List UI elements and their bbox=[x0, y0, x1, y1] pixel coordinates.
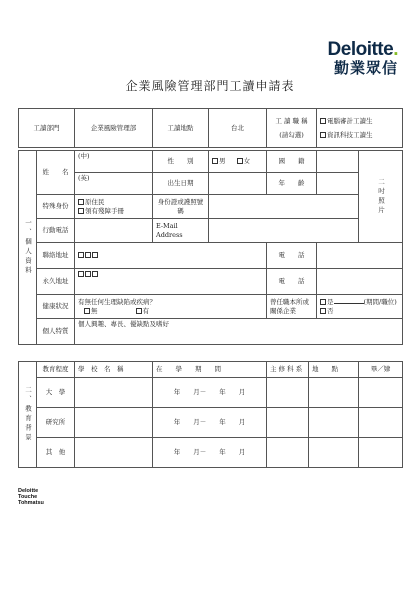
edu-level-university: 大 學 bbox=[37, 378, 75, 408]
permanent-address-field[interactable] bbox=[75, 269, 267, 295]
zip-box[interactable] bbox=[78, 252, 84, 258]
role-options bbox=[317, 109, 403, 148]
edu-header-school: 學 校 名 稱 bbox=[75, 362, 153, 378]
identity-label: 特殊身份 bbox=[37, 195, 75, 219]
section-education-label: 二、教育背景 bbox=[19, 362, 37, 468]
prev-yes-checkbox[interactable] bbox=[320, 299, 326, 305]
gender-options: 男 女 bbox=[209, 151, 267, 173]
table-row bbox=[19, 378, 403, 408]
identity-option-disability[interactable]: 領有殘障手冊 bbox=[78, 207, 149, 216]
nationality-label: 國 籍 bbox=[267, 151, 317, 173]
edu-major-field[interactable] bbox=[267, 408, 309, 438]
role-option-it[interactable]: 資訊科技工讀生 bbox=[320, 131, 399, 140]
table-row bbox=[19, 408, 403, 438]
edu-period-field[interactable]: 年 月－ 年 月 bbox=[153, 438, 267, 468]
role-label: 工 讀 職 稱 bbox=[275, 116, 308, 125]
name-cn-field[interactable]: (中) bbox=[75, 151, 153, 173]
name-en-field[interactable]: (英) bbox=[75, 173, 153, 195]
previous-employment-field: 是 (期間/職位) 否 bbox=[317, 295, 403, 319]
edu-location-field[interactable] bbox=[309, 438, 359, 468]
dept-label: 工讀部門 bbox=[19, 109, 75, 148]
education-table bbox=[18, 361, 403, 468]
prev-no-checkbox[interactable] bbox=[320, 308, 326, 314]
zip-box[interactable] bbox=[85, 271, 91, 277]
edu-location-field[interactable] bbox=[309, 378, 359, 408]
health-yes-checkbox[interactable] bbox=[136, 308, 142, 314]
edu-header-location: 地 點 bbox=[309, 362, 359, 378]
birth-field[interactable] bbox=[209, 173, 267, 195]
personal-info-table bbox=[18, 150, 403, 345]
mobile-label: 行動電話 bbox=[37, 219, 75, 243]
checkbox[interactable] bbox=[78, 208, 84, 214]
mobile-field[interactable] bbox=[75, 219, 153, 243]
email-label: E-Mail Address bbox=[153, 219, 209, 243]
permanent-phone-label: 電 話 bbox=[267, 269, 317, 295]
identity-option-aboriginal[interactable]: 原住民 bbox=[78, 198, 149, 207]
health-question: 有無任何生理缺陷或疾病？ bbox=[78, 297, 156, 306]
edu-level-graduate: 研究所 bbox=[37, 408, 75, 438]
location-label: 工讀地點 bbox=[153, 109, 209, 148]
nationality-field[interactable] bbox=[317, 151, 359, 173]
age-label: 年 齡 bbox=[267, 173, 317, 195]
prev-period-blank[interactable] bbox=[334, 297, 364, 304]
gender-female-checkbox[interactable] bbox=[237, 158, 243, 164]
checkbox[interactable] bbox=[320, 118, 326, 124]
deloitte-logo bbox=[328, 40, 398, 78]
brand-name: Deloitte. bbox=[327, 39, 398, 60]
edu-status-field[interactable] bbox=[359, 378, 403, 408]
contact-address-label: 聯絡地址 bbox=[37, 243, 75, 269]
photo-box[interactable]: 二吋照片 bbox=[359, 151, 403, 243]
edu-major-field[interactable] bbox=[267, 378, 309, 408]
age-field[interactable] bbox=[317, 173, 359, 195]
health-none-checkbox[interactable] bbox=[84, 308, 90, 314]
edu-period-field[interactable]: 年 月－ 年 月 bbox=[153, 408, 267, 438]
edu-level-other: 其 他 bbox=[37, 438, 75, 468]
role-hint: (請勾選) bbox=[279, 130, 304, 139]
birth-label: 出生日期 bbox=[153, 173, 209, 195]
role-label-cell bbox=[267, 109, 317, 148]
form-title: 企業風險管理部門工讀申請表 bbox=[125, 79, 295, 93]
edu-school-field[interactable] bbox=[75, 378, 153, 408]
edu-header-period: 在 學 期 間 bbox=[153, 362, 267, 378]
traits-label: 個人特質 bbox=[37, 319, 75, 345]
contact-phone-label: 電 話 bbox=[267, 243, 317, 269]
checkbox[interactable] bbox=[78, 199, 84, 205]
zip-box[interactable] bbox=[78, 271, 84, 277]
edu-school-field[interactable] bbox=[75, 438, 153, 468]
identity-options bbox=[75, 195, 153, 219]
health-label: 健康狀況 bbox=[37, 295, 75, 319]
edu-header-status: 畢／肄 bbox=[359, 362, 403, 378]
traits-field[interactable]: 個人興趣、專長、優缺點及嗜好 bbox=[75, 319, 403, 345]
edu-status-field[interactable] bbox=[359, 438, 403, 468]
id-label: 身份證或護照號碼 bbox=[153, 195, 209, 219]
dept-value: 企業風險管理部 bbox=[75, 109, 153, 148]
health-field: 有無任何生理缺陷或疾病？ 無 有 bbox=[75, 295, 267, 319]
zip-box[interactable] bbox=[92, 271, 98, 277]
contact-address-field[interactable] bbox=[75, 243, 267, 269]
edu-header-level: 教育程度 bbox=[37, 362, 75, 378]
edu-school-field[interactable] bbox=[75, 408, 153, 438]
contact-phone-field[interactable] bbox=[317, 243, 403, 269]
gender-male-checkbox[interactable] bbox=[212, 158, 218, 164]
email-field[interactable] bbox=[209, 219, 359, 243]
edu-status-field[interactable] bbox=[359, 408, 403, 438]
id-field[interactable] bbox=[209, 195, 359, 219]
edu-period-field[interactable]: 年 月－ 年 月 bbox=[153, 378, 267, 408]
edu-major-field[interactable] bbox=[267, 438, 309, 468]
table-row bbox=[19, 438, 403, 468]
job-info-table bbox=[18, 108, 403, 148]
permanent-phone-field[interactable] bbox=[317, 269, 403, 295]
brand-name-cn: 勤業眾信 bbox=[333, 60, 398, 77]
section-personal-label: 一、個人資料 bbox=[19, 151, 37, 345]
location-value: 台北 bbox=[209, 109, 267, 148]
zip-box[interactable] bbox=[92, 252, 98, 258]
previous-employment-label: 曾任職本所或關係企業 bbox=[267, 295, 317, 319]
permanent-address-label: 永久地址 bbox=[37, 269, 75, 295]
zip-box[interactable] bbox=[85, 252, 91, 258]
edu-header-major: 主 修 科 系 bbox=[267, 362, 309, 378]
deloitte-touche-tohmatsu-logo: Deloitte Touche Tohmatsu bbox=[18, 488, 44, 506]
checkbox[interactable] bbox=[320, 132, 326, 138]
edu-location-field[interactable] bbox=[309, 408, 359, 438]
name-label: 姓 名 bbox=[37, 151, 75, 195]
role-option-audit[interactable]: 電腦審計工讀生 bbox=[320, 117, 399, 126]
gender-label: 性 別 bbox=[153, 151, 209, 173]
